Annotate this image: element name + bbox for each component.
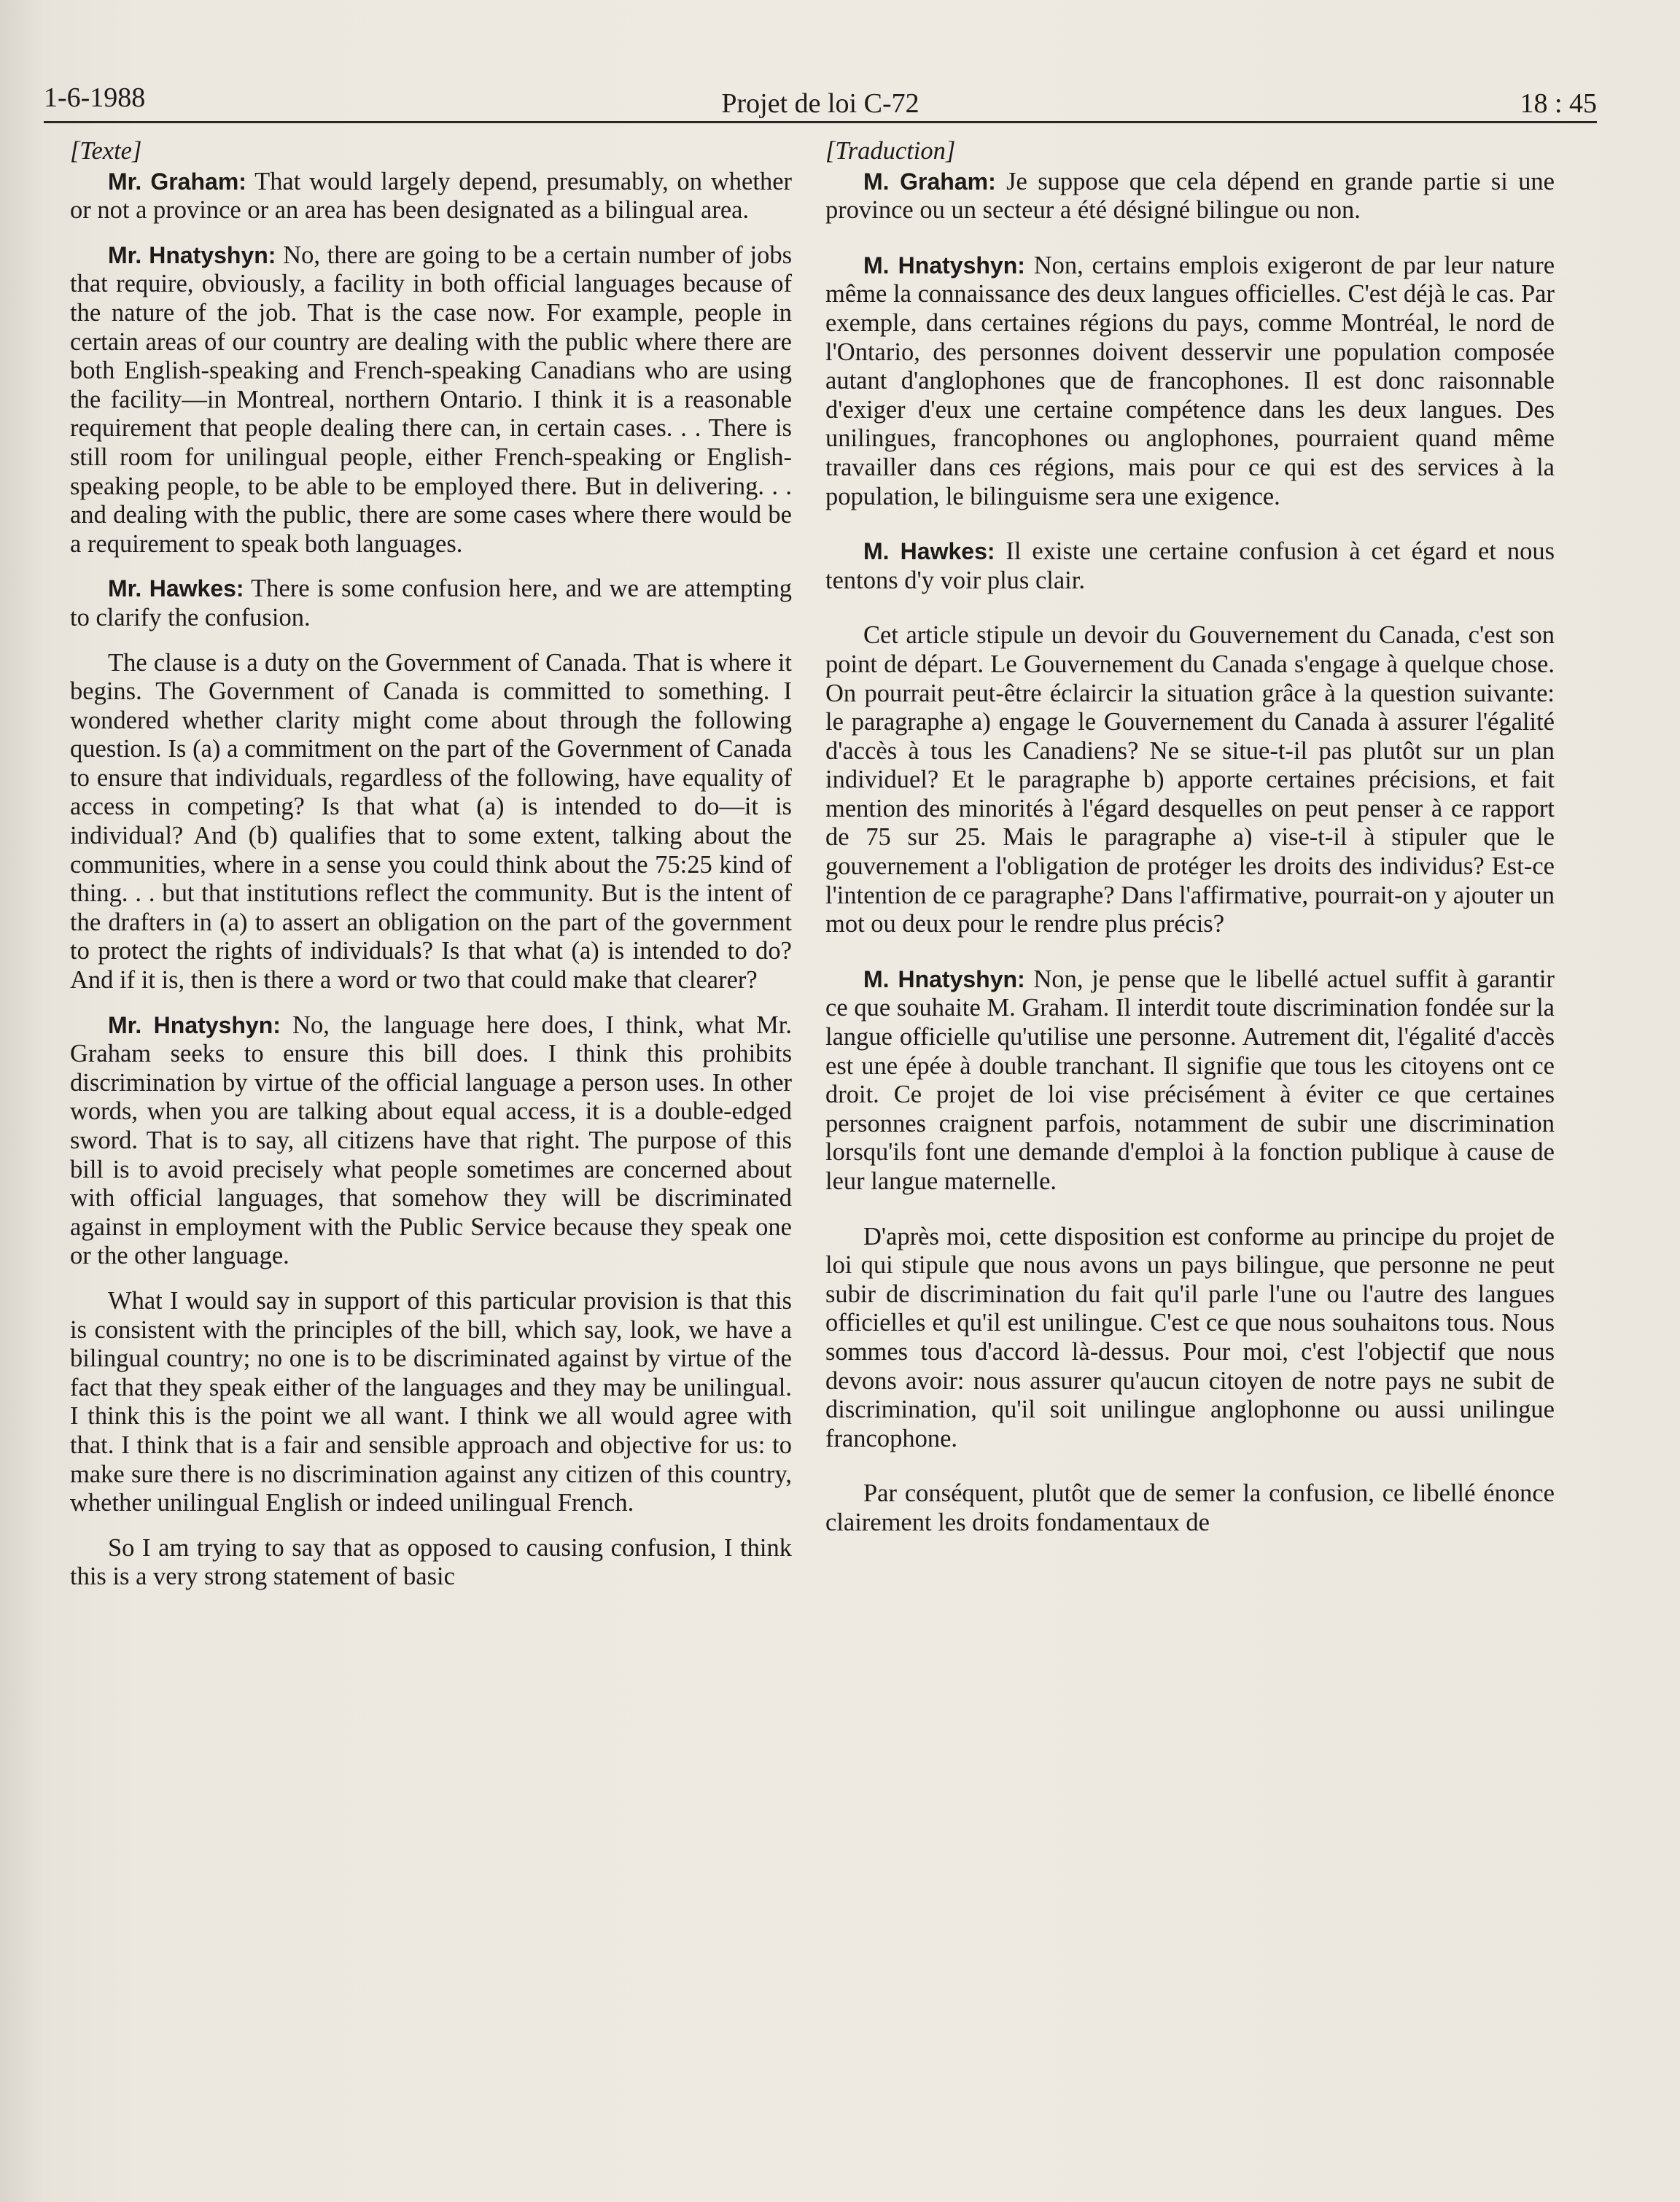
speaker-name: M. Hawkes: — [863, 538, 995, 565]
paragraph-text: There is some confusion here, and we are attempting to clarify the confusion. — [70, 575, 792, 631]
paragraph — [825, 621, 1555, 939]
paragraph-text: Il existe une certaine confusion à cet égard et nous tentons d'y voir plus clair. — [825, 537, 1555, 594]
paragraph — [70, 1534, 792, 1592]
paragraph-text: D'après moi, cette disposition est conforme au principe du projet de loi qui stipule que nous avons un pays bilingue, que personne ne peut subir de discrimination du fait qu'il parle l'une ou l'autre des langues officielles et qu'il est unilingue. C'est ce que nous souhaitons tous. Nous sommes tous d'accord là-dessus. Pour moi, c'est l'objectif que nous devons avoir: nous assurer qu'aucun citoyen de notre pays ne subit de discrimination, qu'il soit unilingue anglophonne ou aussi unilingue francophone. — [825, 1222, 1555, 1452]
page-header — [44, 82, 1597, 125]
paragraph — [825, 168, 1555, 225]
paragraph-text: So I am trying to say that as opposed to causing confusion, I think this is a very strong statement of basic — [70, 1533, 792, 1591]
paragraph — [70, 575, 792, 632]
header-rule — [44, 121, 1597, 123]
paragraph — [825, 1223, 1555, 1454]
paragraph-text: Je suppose que cela dépend en grande partie si une province ou un secteur a été désigné bilingue ou non. — [825, 167, 1555, 225]
paragraph — [825, 252, 1555, 511]
paragraph-text: No, the language here does, I think, what Mr. Graham seeks to ensure this bill does. I think this prohibits discrimination by virtue of the official language a person uses. In other words, when you are talking about equal access, it is a double-edged sword. That is to say, all citizens have that right. The purpose of this bill is to avoid precisely what people sometimes are concerned about with official languages, that somehow they will be discriminated against in employment with the Public Service because they speak one or the other language. — [70, 1011, 792, 1270]
paragraph — [825, 1479, 1555, 1537]
speaker-name: M. Hnatyshyn: — [863, 965, 1025, 992]
paragraph — [70, 649, 792, 995]
paragraph — [70, 1287, 792, 1518]
speaker-name: M. Graham: — [863, 168, 996, 195]
speaker-name: Mr. Hnatyshyn: — [108, 1011, 281, 1038]
paragraph — [825, 965, 1555, 1197]
paragraph-text: That would largely depend, presumably, on whether or not a province or an area has been designated as a bilingual area. — [70, 167, 792, 225]
paragraph-text: Non, certains emplois exigeront de par leur nature même la connaissance des deux langues officielles. C'est déjà le cas. Par exemple, dans certaines régions du pays, comme Montréal, le nord de l'Ontario, des personnes doivent desservir une population composée autant d'anglophones que de francophones. Il est donc raisonnable d'exiger d'eux une certaine compétence dans les deux langues. Des unilingues, francophones ou anglophones, pourraient quand même travailler dans ces régions, mais pour ce qui est des services à la population, le bilinguisme sera une exigence. — [825, 251, 1555, 510]
column-tag: [Traduction] — [825, 137, 956, 165]
paragraph — [70, 168, 792, 225]
paragraph-text: No, there are going to be a certain number of jobs that require, obviously, a facility in both official languages because of the nature of the job. That is the case now. For example, people in certain areas of our country are dealing with the public where there are both English-speaking and French-speaking Canadians who are using the facility—in Montreal, northern Ontario. I think it is a reasonable requirement that people dealing there can, in certain cases. . . There is still room for unilingual people, either French-speaking or English-speaking people, to be able to be employed there. But in delivering. . . and dealing with the public, there are some cases where there would be a requirement to speak both languages. — [70, 241, 792, 558]
french-column — [825, 137, 1555, 1538]
column-tag: [Texte] — [70, 137, 142, 165]
paragraph-text: Cet article stipule un devoir du Gouvernement du Canada, c'est son point de départ. Le Gouvernement du Canada s'engage à quelque chose. On pourrait peut-être éclaircir la situation grâce à la question suivante: le paragraphe a) engage le Gouvernement du Canada à assurer l'égalité d'accès à tous les Canadiens? Ne se situe-t-il pas plutôt sur un plan individuel? Et le paragraphe b) apporte certaines précisions, et fait mention des minorités à l'égard desquelles on peut penser à ce rapport de 75 sur 25. Mais le paragraphe a) vise-t-il à stipuler que le gouvernement a l'obligation de protéger les droits des individus? Est-ce l'intention de ce paragraphe? Dans l'affirmative, pourrait-on y ajouter un mot ou deux pour le rendre plus précis? — [825, 621, 1555, 938]
english-column — [70, 137, 792, 1592]
header-title: Projet de loi C-72 — [721, 88, 919, 119]
speaker-name: M. Hnatyshyn: — [863, 252, 1025, 279]
paragraph-text: What I would say in support of this particular provision is that this is consistent with the principles of the bill, which say, look, we have a bilingual country; no one is to be discriminated against by virtue of the fact that they speak either of the languages and they may be unilingual. I think this is the point we all want. I think we all would agree with that. I think that is a fair and sensible approach and objective for us: to make sure there is no discrimination against any citizen of this country, whether unilingual English or indeed unilingual French. — [70, 1286, 792, 1517]
header-date: 1-6-1988 — [44, 82, 146, 113]
paragraph — [70, 1011, 792, 1271]
speaker-name: Mr. Graham: — [108, 168, 246, 195]
paragraph-text: The clause is a duty on the Government of Canada. That is where it begins. The Government of Canada is committed to something. I wondered whether clarity might come about through the following question. Is (a) a commitment on the part of the Government of Canada to ensure that individuals, regardless of the following, have equality of access in competing? Is that what (a) is intended to do—it is individual? And (b) qualifies that to some extent, talking about the communities, where in a sense you could think about the 75:25 kind of thing. . . but that institutions reflect the community. But is the intent of the drafters in (a) to assert an obligation on the part of the government to protect the rights of individuals? Is that what (a) is intended to do? And if it is, then is there a word or two that could make that clearer? — [70, 648, 792, 995]
paragraph-text: Non, je pense que le libellé actuel suffit à garantir ce que souhaite M. Graham. Il interdit toute discrimination fondée sur la langue officielle qu'utilise une personne. Autrement dit, l'égalité d'accès est une épée à double tranchant. Il signifie que tous les citoyens ont ce droit. Ce projet de loi vise précisément à éviter ce que certaines personnes craignent parfois, notamment de subir une discrimination lorsqu'ils font une demande d'emploi à la fonction publique à cause de leur langue maternelle. — [825, 965, 1555, 1195]
paragraph-text: Par conséquent, plutôt que de semer la confusion, ce libellé énonce clairement les droits fondamentaux de — [825, 1479, 1555, 1536]
paragraph — [825, 537, 1555, 595]
paragraph — [70, 241, 792, 559]
speaker-name: Mr. Hawkes: — [108, 575, 244, 602]
header-page-number: 18 : 45 — [1520, 88, 1597, 119]
speaker-name: Mr. Hnatyshyn: — [108, 241, 276, 268]
